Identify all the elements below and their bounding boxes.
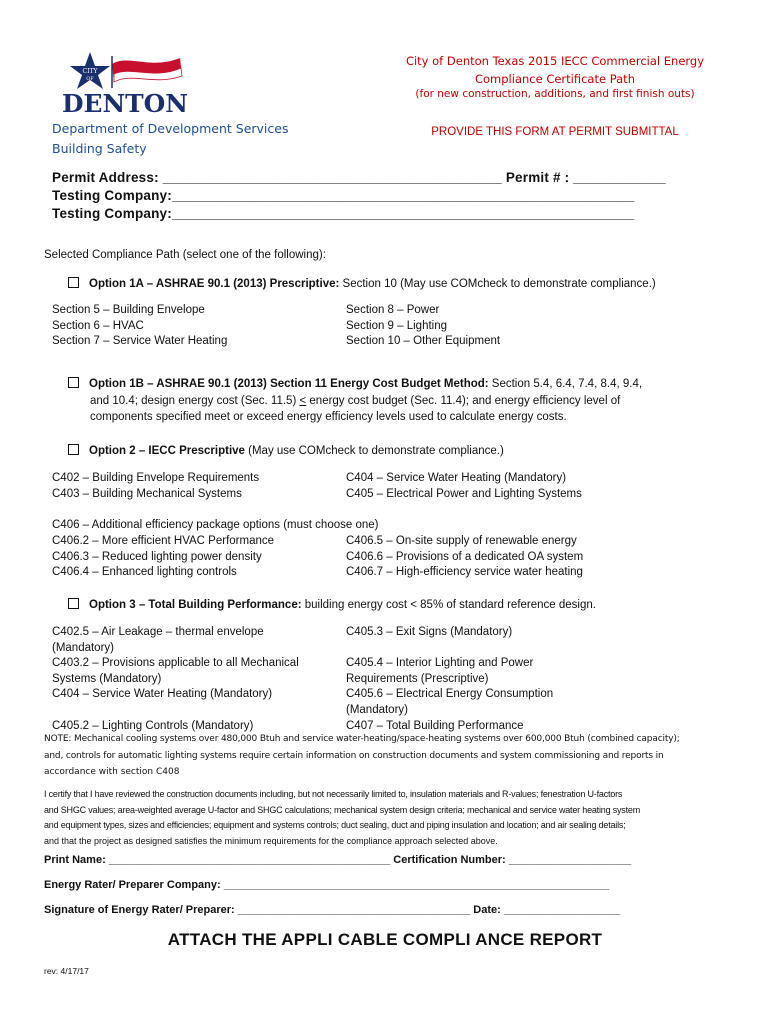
list-item: Section 7 – Service Water Heating [52,335,228,348]
option-2-desc: (May use COMcheck to demonstrate compliance.) [244,445,504,457]
revision-date: rev: 4/17/17 [44,966,89,976]
option-1b [68,376,733,426]
list-item: C405.6 – Electrical Energy Consumption [346,688,554,701]
list-item: C406.7 – High-efficiency service water heating [346,566,583,579]
option-3 [68,597,733,614]
note-block [44,731,734,781]
list-item: C403 – Building Mechanical Systems [52,487,242,500]
form-title-line2: Compliance Certificate Path [474,72,635,86]
list-item: C404 – Service Water Heating (Mandatory) [52,688,273,701]
list-item: Systems (Mandatory) [52,672,162,685]
form-subtitle: (for new construction, additions, and first finish outs) [415,88,695,100]
option-1b-desc-1: Section 5.4, 6.4, 7.4, 8.4, 9.4, [488,378,643,390]
option-1b-checkbox[interactable] [68,377,79,388]
note-line: and, controls for automatic lighting systems require certain information on construction documents and system commissioning and reports in [44,750,664,761]
option-3-right-list [346,625,736,734]
option-3-title: Option 3 – Total Building Performance: [89,599,302,611]
list-item: C403.2 – Provisions applicable to all Mechanical [52,657,299,670]
form-title-line1: City of Denton Texas 2015 IECC Commercial Energy [405,54,705,68]
permit-address-field[interactable]: Permit Address: ____________________________________________ Permit # : ____________ [52,170,666,185]
print-name-field[interactable]: Print Name: ______________________________________________ Certification Number: ____________________ [44,854,632,866]
division-name: Building Safety [52,141,147,156]
option-1a-right-list [346,303,736,350]
svg-text:DENTON: DENTON [62,89,188,118]
attach-report-heading: ATTACH THE APPLI CABLE COMPLI ANCE REPORT [167,930,603,949]
less-equal-sign: < [299,394,307,407]
city-of-denton-logo [50,48,190,118]
list-item: Section 6 – HVAC [52,319,144,332]
list-item: C406.4 – Enhanced lighting controls [52,566,237,579]
list-item: Section 5 – Building Envelope [52,304,205,316]
option-3-checkbox[interactable] [68,598,79,609]
spacer [52,703,342,719]
list-item: C402.5 – Air Leakage – thermal envelope [52,626,264,638]
option-1b-title: Option 1B – ASHRAE 90.1 (2013) Section 11 Energy Cost Budget Method: [89,378,489,390]
option-1a-left-list [52,303,342,350]
c406-left-list [52,534,342,581]
list-item: C405.3 – Exit Signs (Mandatory) [346,626,513,638]
svg-text:OF: OF [86,76,94,82]
option-1a-title: Option 1A – ASHRAE 90.1 (2013) Prescriptive: [89,278,340,290]
list-item: Section 10 – Other Equipment [346,335,501,348]
option-2 [68,443,733,460]
energy-rater-company-field[interactable]: Energy Rater/ Preparer Company: _______________________________________________________________ [44,879,610,891]
svg-text:CITY: CITY [82,68,98,75]
list-item: C404 – Service Water Heating (Mandatory) [346,472,567,484]
option-2-checkbox[interactable] [68,444,79,455]
signature-date-field[interactable]: Signature of Energy Rater/ Preparer: ______________________________________ Date: ___________________ [44,904,621,916]
form-title [380,52,730,88]
provide-notice: PROVIDE THIS FORM AT PERMIT SUBMITTAL [431,126,679,138]
c406-right-list [346,534,736,581]
list-item: (Mandatory) [346,703,408,716]
list-item: Section 9 – Lighting [346,319,448,332]
certify-line: and that the project as designed satisfies the minimum requirements for the compliance approach selected above. [44,836,498,847]
option-1b-desc-2a: and 10.4; design energy cost (Sec. 11.5) [90,394,300,407]
option-1a-checkbox[interactable] [68,277,79,288]
list-item: C405.4 – Interior Lighting and Power [346,657,534,670]
selected-path-label: Selected Compliance Path (select one of the following): [44,249,326,261]
note-line: NOTE: Mechanical cooling systems over 480,000 Btuh and service water-heating/space-heating systems over 600,000 Btuh (combined capacity); [44,734,680,744]
list-item: C405.2 – Lighting Controls (Mandatory) [52,719,254,732]
option-1a-desc: Section 10 (May use COMcheck to demonstrate compliance.) [339,278,656,290]
department-block [52,119,288,159]
option-2-left-list [52,471,342,502]
option-2-title: Option 2 – IECC Prescriptive [89,445,245,457]
list-item: C407 – Total Building Performance [346,719,524,732]
testing-company-field-1[interactable]: Testing Company:____________________________________________________________ [52,188,635,203]
option-1b-desc-2b: energy cost budget (Sec. 11.4); and energy efficiency level of [306,394,621,407]
option-1b-desc-3: components specified meet or exceed energy efficiency levels used to calculate energy costs. [90,411,567,423]
list-item: C406.5 – On-site supply of renewable energy [346,535,577,547]
list-item: C405 – Electrical Power and Lighting Systems [346,487,582,500]
option-2-right-list [346,471,736,502]
list-item: C406.3 – Reduced lighting power density [52,550,262,563]
list-item: (Mandatory) [52,641,114,654]
list-item: Requirements (Prescriptive) [346,672,489,685]
option-3-left-list [52,625,342,734]
certify-line: I certify that I have reviewed the construction documents including, but not necessarily limited to, insulation materials and R-values; fenestration U-factors [44,789,623,799]
option-3-desc: building energy cost < 85% of standard reference design. [301,599,596,611]
list-item: Section 8 – Power [346,304,440,316]
certify-line: and equipment types, sizes and efficiencies; equipment and systems controls; duct sealing, duct and piping insulation and location; and air sealing details; [44,820,626,831]
spacer [346,641,736,657]
department-name: Department of Development Services [52,121,289,136]
list-item: C402 – Building Envelope Requirements [52,472,260,484]
list-item: C406.2 – More efficient HVAC Performance [52,535,275,547]
testing-company-field-2[interactable]: Testing Company:____________________________________________________________ [52,206,635,221]
c406-heading: C406 – Additional efficiency package options (must choose one) [52,519,379,531]
note-line: accordance with section C408 [44,767,180,777]
certify-line: and SHGC values; area-weighted average U-factor and SHGC calculations; mechanical system design criteria; mechanical and service water heating system [44,804,640,815]
certification-statement [44,787,729,850]
option-1a [68,276,733,293]
list-item: C406.6 – Provisions of a dedicated OA system [346,550,584,563]
